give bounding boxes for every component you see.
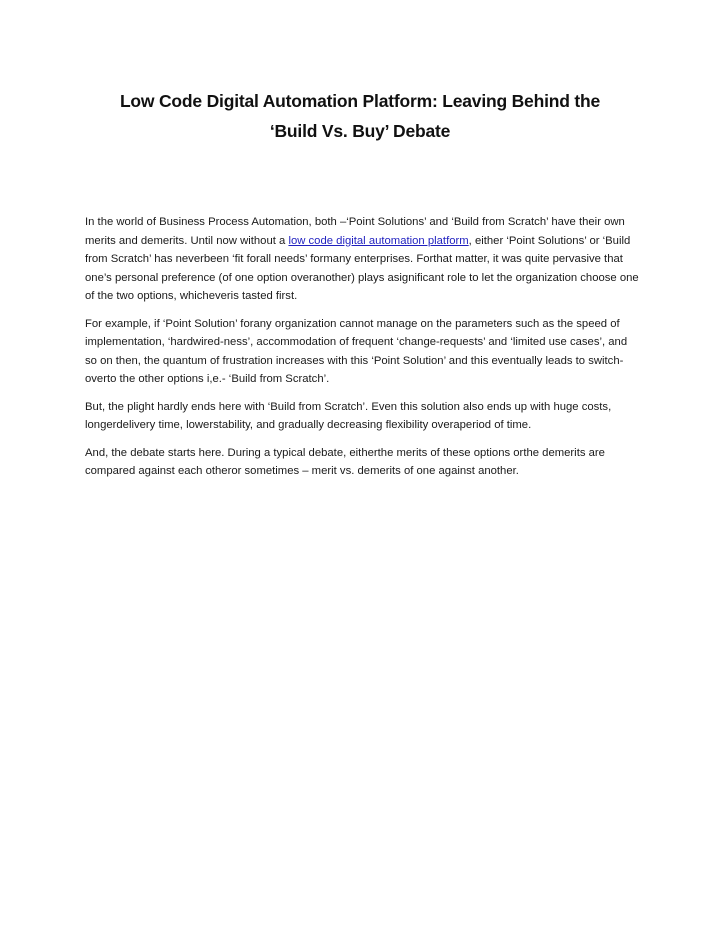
paragraph-2: For example, if ‘Point Solution’ forany organization cannot manage on the parameters such as the speed of implementation, ‘hardwired-ness’, accommodation of frequent ‘change-requests’ and ‘limited use cases’, and so on then, the quantum of frustration increases with this ‘Point Solution’ and this eventually leads to switch-overto the other options i,e.- ‘Build from Scratch’. (85, 317, 628, 385)
paragraph-1-text-end: , either ‘Point Solutions’ or ‘Build from Scratch’ has neverbeen ‘fit forall needs’ formany enterprises. Forthat matter, it was quite pervasive that one’s personal preference (of one option overanother) plays asignificant role to let the organization choose one of the two options, whicheveris tasted first. (85, 234, 639, 302)
platform-link[interactable]: low code digital automation platform (288, 234, 469, 247)
paragraph-3: But, the plight hardly ends here with ‘Build from Scratch’. Even this solution also ends up with huge costs, longerdelivery time, lowerstability, and gradually decreasing flexibility overaperiod of time. (85, 400, 612, 431)
page-title (60, 86, 660, 146)
paragraph-1 (85, 213, 639, 306)
paragraph-1-text-start: In the world of Business Process Automation, both –‘Point Solutions’ and ‘Build from Scratch’ have their own merits and demerits. Until now without a (85, 216, 625, 247)
title-line-1: Low Code Digital Automation Platform: Leaving Behind the (119, 91, 601, 111)
title-line-2: ‘Build Vs. Buy’ Debate (269, 121, 451, 141)
paragraph-4: And, the debate starts here. During a typical debate, eitherthe merits of these options orthe demerits are compared against each otheror sometimes – merit vs. demerits of one against another. (85, 446, 605, 477)
document-body (85, 213, 639, 490)
